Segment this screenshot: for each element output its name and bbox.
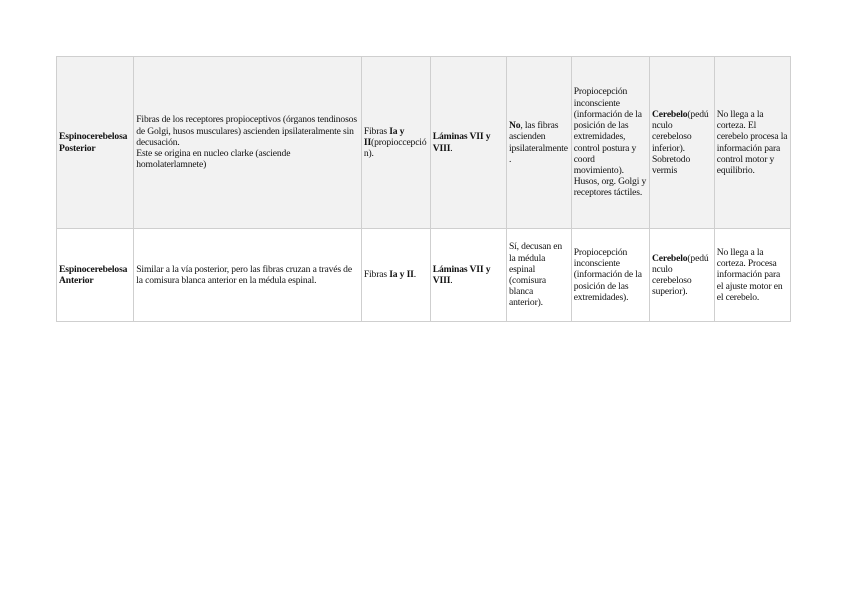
cortex-cell <box>714 229 790 322</box>
laminae-cell <box>430 229 506 322</box>
decussation-cell <box>506 229 571 322</box>
function-text: Propiocepción inconsciente (información de la posición de las extremidades). <box>573 246 642 303</box>
decussation-text: Sí, decusan en la médula espinal (comisura blanca anterior). <box>508 241 563 309</box>
description-text: Fibras de los receptores propioceptivos (órganos tendinosos de Golgi, husos musculares) ascienden ipsilateralmente sin decusación. <box>136 114 357 148</box>
cortex-cell <box>714 57 790 229</box>
description-cell <box>134 57 362 229</box>
fibers-prefix: Fibras <box>363 125 390 137</box>
fibers-prefix: Fibras <box>363 269 390 281</box>
destination-text: (pedúnculo cerebeloso superior). <box>652 252 709 298</box>
laminae-cell <box>430 57 506 229</box>
function-text: Propiocepción inconsciente (información de la posición de las extremidades, control postura y coord movimiento). Husos, org. Golgi y receptores táctiles. <box>573 86 647 199</box>
destination-name: Cerebelo <box>652 108 688 120</box>
tract-name: Espinocerebelosa Anterior <box>59 263 128 286</box>
fibers-types: Ia y II <box>389 269 414 281</box>
laminae-suffix: . <box>450 142 453 154</box>
laminae-text: Láminas VII y VIII <box>432 263 491 286</box>
laminae-suffix: . <box>450 275 453 286</box>
spinocerebellar-table <box>56 56 791 322</box>
destination-text: (pedúnculo cerebeloso inferior). Sobretodo vermis <box>652 108 709 176</box>
laminae-text: Láminas VII y VIII <box>432 131 491 154</box>
decussation-text: , las fibras ascienden ipsilateralmente. <box>508 120 568 165</box>
fibers-cell <box>361 229 430 322</box>
fibers-types: Ia y II <box>363 125 405 148</box>
fibers-cell <box>361 57 430 229</box>
fibers-suffix: . <box>413 269 416 281</box>
table-row <box>57 57 791 229</box>
function-cell <box>571 57 649 229</box>
cortex-text: No llega a la corteza. El cerebelo procesa la información para control motor y equilibrio. <box>716 108 788 176</box>
description-cell <box>134 229 362 322</box>
decussation-cell <box>506 57 571 229</box>
table-row <box>57 229 791 322</box>
decussation-answer: No <box>508 120 521 132</box>
destination-cell <box>650 229 715 322</box>
description-text: Similar a la vía posterior, pero las fibras cruzan a través de la comisura blanca anterior en la médula espinal. <box>136 263 352 286</box>
tract-name-cell <box>57 57 134 229</box>
destination-name: Cerebelo <box>652 252 688 264</box>
fibers-suffix: (propioccepción). <box>363 136 427 160</box>
function-cell <box>571 229 649 322</box>
destination-cell <box>650 57 715 229</box>
cortex-text: No llega a la corteza. Procesa información para el ajuste motor en el cerebelo. <box>716 246 783 303</box>
description-note: Este se origina en nucleo clarke (asciende homolaterlamnete) <box>136 148 291 171</box>
tract-name-cell <box>57 229 134 322</box>
tract-name: Espinocerebelosa Posterior <box>59 131 128 154</box>
